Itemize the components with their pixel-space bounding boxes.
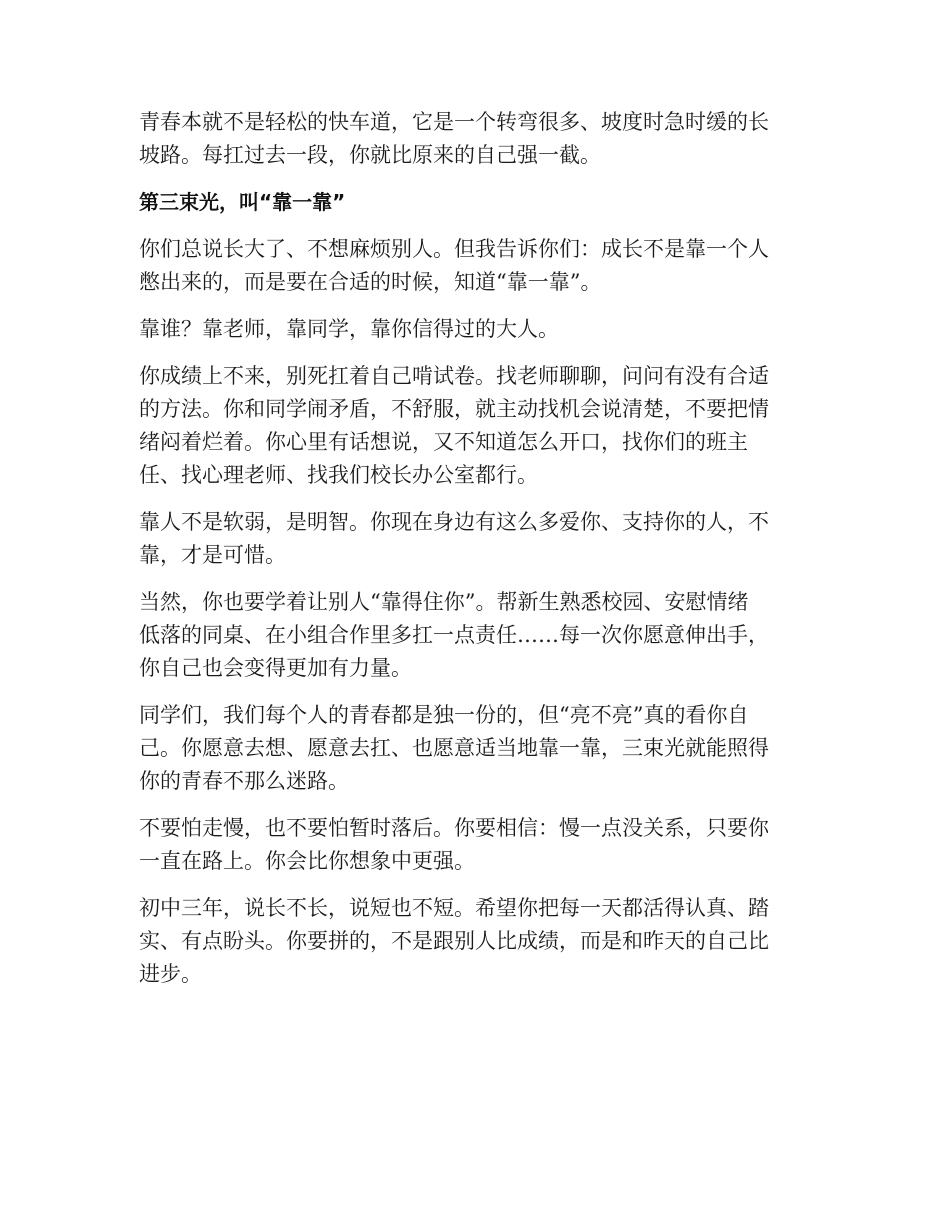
text-line: 憋出来的，而是要在合适的时候，知道“靠一靠”。 (139, 270, 602, 294)
text-line: 不要怕走慢，也不要怕暂时落后。你要相信：慢一点没关系，只要你 (139, 816, 769, 840)
paragraph (139, 586, 799, 685)
paragraph (139, 313, 799, 346)
text-line: 你的青春不那么迷路。 (139, 769, 349, 793)
text-line: 坡路。每扛过去一段，你就比原来的自己强一截。 (139, 143, 601, 167)
text-line: 初中三年，说长不长，说短也不短。希望你把每一天都活得认真、踏 (139, 896, 769, 920)
text-line: 一直在路上。你会比你想象中更强。 (139, 849, 475, 873)
text-line: 靠人不是软弱，是明智。你现在身边有这么多爱你、支持你的人，不 (139, 510, 769, 534)
paragraph (139, 106, 799, 172)
text-line: 靠，才是可惜。 (139, 543, 286, 567)
text-line: 实、有点盼头。你要拼的，不是跟别人比成绩，而是和昨天的自己比 (139, 929, 769, 953)
text-line: 靠谁？靠老师，靠同学，靠你信得过的大人。 (139, 317, 559, 341)
text-line: 青春本就不是轻松的快车道，它是一个转弯很多、坡度时急时缓的长 (139, 110, 769, 134)
paragraph (139, 506, 799, 572)
text-line: 同学们，我们每个人的青春都是独一份的，但“亮不亮”真的看你自 (139, 703, 749, 727)
text-line: 己。你愿意去想、愿意去扛、也愿意适当地靠一靠，三束光就能照得 (139, 736, 769, 760)
text-line: 任、找心理老师、找我们校长办公室都行。 (139, 463, 538, 487)
paragraph (139, 699, 799, 798)
section-heading (139, 186, 799, 219)
paragraph (139, 233, 799, 299)
text-line: 你自己也会变得更加有力量。 (139, 656, 412, 680)
paragraph (139, 892, 799, 991)
text-line: 进步。 (139, 962, 202, 986)
text-line: 你成绩上不来，别死扛着自己啃试卷。找老师聊聊，问问有没有合适 (139, 364, 769, 388)
text-line: 绪闷着烂着。你心里有话想说，又不知道怎么开口，找你们的班主 (139, 430, 748, 454)
text-line: 的方法。你和同学闹矛盾，不舒服，就主动找机会说清楚，不要把情 (139, 397, 769, 421)
text-line: 当然，你也要学着让别人“靠得住你”。帮新生熟悉校园、安慰情绪 (139, 590, 749, 614)
paragraph (139, 360, 799, 492)
document-body (139, 106, 799, 1005)
text-line: 低落的同桌、在小组合作里多扛一点责任……每一次你愿意伸出手， (139, 623, 769, 647)
paragraph (139, 812, 799, 878)
text-line: 第三束光，叫“靠一靠” (139, 190, 346, 214)
text-line: 你们总说长大了、不想麻烦别人。但我告诉你们：成长不是靠一个人 (139, 237, 769, 261)
